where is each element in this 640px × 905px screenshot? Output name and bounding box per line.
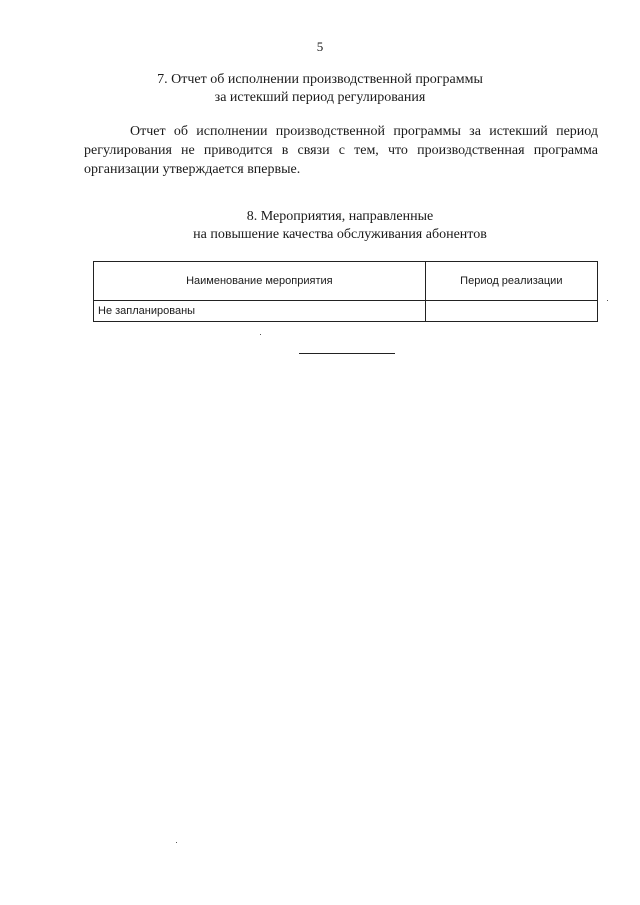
section-8-heading-line-2: на повышение качества обслуживания абонентов xyxy=(193,227,487,242)
scan-speck xyxy=(607,300,608,301)
scan-speck xyxy=(176,842,177,843)
table-cell-implementation-period xyxy=(425,301,597,322)
section-7-heading xyxy=(0,71,640,107)
page-number: 5 xyxy=(316,39,324,54)
section-7-heading-line-1: 7. Отчет об исполнении производственной программы xyxy=(157,72,483,87)
column-header-measure-name: Наименование мероприятия xyxy=(94,262,426,301)
column-header-implementation-period: Период реализации xyxy=(425,262,597,301)
section-7-paragraph: Отчет об исполнении производственной программы за истекший период регулирования не приводится в связи с тем, что производственная программа организации утверждается впервые. xyxy=(84,124,598,177)
section-8-heading-line-1: 8. Мероприятия, направленные xyxy=(246,209,434,224)
table-header-row xyxy=(94,262,598,301)
table-row xyxy=(94,301,598,322)
measures-table xyxy=(93,261,598,322)
table-cell-measure-name: Не запланированы xyxy=(94,301,426,322)
section-8-heading xyxy=(20,208,640,244)
section-7-heading-line-2: за истекший период регулирования xyxy=(214,90,426,105)
end-of-document-rule xyxy=(299,353,395,354)
scan-speck xyxy=(260,334,261,335)
